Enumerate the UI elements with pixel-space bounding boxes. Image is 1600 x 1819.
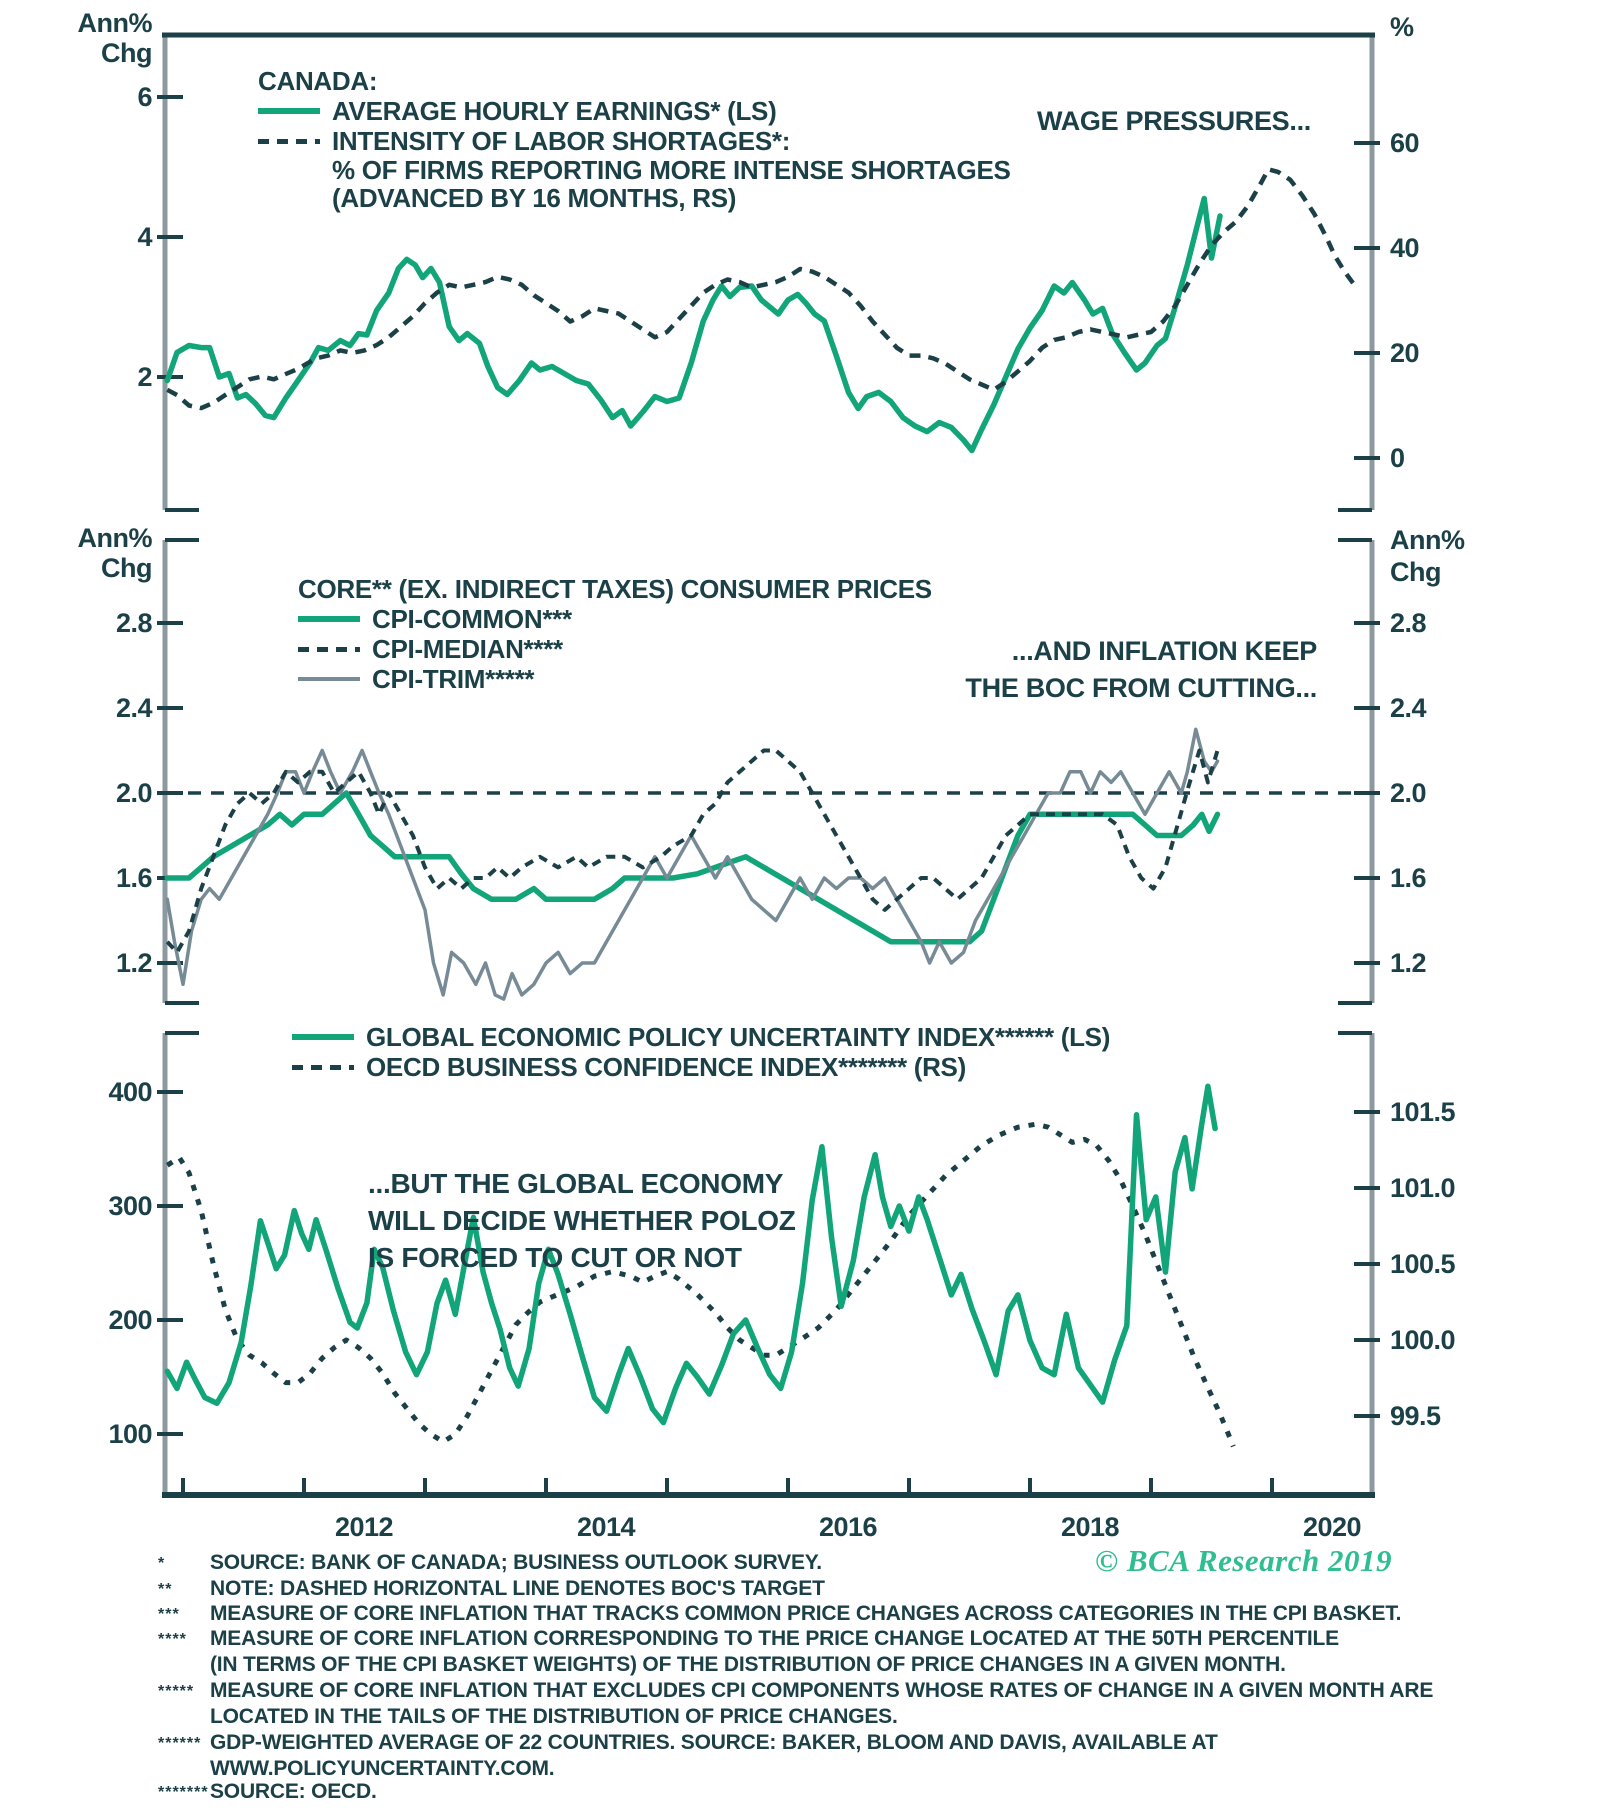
- teal-line-marker-icon: [292, 1034, 354, 1040]
- y-tick-label: 40: [1390, 233, 1420, 263]
- footnote-text: SOURCE: OECD.: [210, 1780, 377, 1803]
- footnote-text: GDP-WEIGHTED AVERAGE OF 22 COUNTRIES. SOURCE: BAKER, BLOOM AND DAVIS, AVAILABLE AT: [210, 1731, 1218, 1754]
- y-tick-label: 101.0: [1390, 1173, 1456, 1203]
- legend-item: [298, 604, 932, 634]
- annotation-line: WILL DECIDE WHETHER POLOZ: [368, 1205, 796, 1236]
- footnote: [158, 1731, 1448, 1756]
- series-cpi-trim: [167, 729, 1217, 999]
- x-tick-label: 2014: [576, 1512, 636, 1542]
- footnote-marker: [158, 1757, 210, 1781]
- legend-wages: [258, 66, 1011, 212]
- dashed-line-marker-icon: [298, 647, 360, 652]
- legend-item: [298, 634, 932, 664]
- left-axis-header: Ann%: [77, 523, 152, 553]
- footnote-text: WWW.POLICYUNCERTAINTY.COM.: [210, 1757, 555, 1780]
- legend-title: CANADA:: [258, 66, 378, 96]
- y-tick-label: 1.2: [115, 948, 152, 978]
- footnote: [158, 1757, 1448, 1781]
- footnote: [158, 1705, 1448, 1729]
- y-tick-label: 4: [137, 222, 152, 252]
- x-tick-label: 2018: [1060, 1512, 1120, 1542]
- footnote-marker: *****: [158, 1683, 195, 1700]
- annotation-line: IS FORCED TO CUT OR NOT: [368, 1242, 742, 1273]
- copyright: © BCA Research 2019: [1094, 1543, 1392, 1578]
- right-axis-header: %: [1390, 12, 1414, 42]
- footnote-text: MEASURE OF CORE INFLATION THAT TRACKS COMMON PRICE CHANGES ACROSS CATEGORIES IN THE CPI BASKET.: [210, 1602, 1402, 1625]
- right-axis-header: Ann%: [1390, 525, 1465, 555]
- legend-item-label: GLOBAL ECONOMIC POLICY UNCERTAINTY INDEX****** (LS): [366, 1022, 1111, 1052]
- y-tick-label: 2.8: [1390, 608, 1427, 638]
- legend-item-label: CPI-COMMON***: [372, 604, 572, 634]
- legend-item-label: AVERAGE HOURLY EARNINGS* (LS): [332, 96, 777, 126]
- y-tick-label: 101.5: [1390, 1097, 1456, 1127]
- y-tick-label: 6: [137, 82, 152, 112]
- legend-item-label: INTENSITY OF LABOR SHORTAGES*:: [332, 126, 791, 156]
- footnote-marker: *: [158, 1555, 166, 1572]
- legend-item: [298, 664, 932, 694]
- y-tick-label: 200: [108, 1305, 152, 1335]
- footnote-marker: ***: [158, 1606, 180, 1623]
- footnote-marker: ****: [158, 1631, 187, 1648]
- y-tick-label: 400: [108, 1077, 152, 1107]
- footnote: [158, 1780, 1448, 1805]
- y-tick-label: 2.0: [1390, 778, 1427, 808]
- footnote-text: NOTE: DASHED HORIZONTAL LINE DENOTES BOC'S TARGET: [210, 1577, 825, 1600]
- y-tick-label: 20: [1390, 338, 1420, 368]
- footnote: [158, 1679, 1448, 1704]
- y-tick-label: 1.2: [1390, 948, 1427, 978]
- footnote: [158, 1653, 1448, 1677]
- annotation-global-economy: [368, 1165, 796, 1276]
- y-tick-label: 1.6: [1390, 863, 1427, 893]
- legend-item: [292, 1052, 1110, 1082]
- footnote-text: MEASURE OF CORE INFLATION CORRESPONDING TO THE PRICE CHANGE LOCATED AT THE 50TH PERCENTILE: [210, 1627, 1339, 1650]
- footnote-marker: **: [158, 1581, 173, 1598]
- left-axis-header: Chg: [101, 553, 152, 583]
- legend-item-label: CPI-MEDIAN****: [372, 634, 563, 664]
- y-tick-label: 2.4: [115, 693, 152, 723]
- y-tick-label: 100: [108, 1419, 152, 1449]
- y-tick-label: 2.4: [1390, 693, 1427, 723]
- series-average-hourly-earnings-ls-: [167, 199, 1220, 451]
- y-tick-label: 2.0: [115, 778, 152, 808]
- annotation-line: THE BOC FROM CUTTING...: [965, 673, 1317, 703]
- annotation-wage-pressures: WAGE PRESSURES...: [1037, 106, 1311, 136]
- legend-item-label: CPI-TRIM*****: [372, 664, 535, 694]
- footnote-marker: [158, 1705, 210, 1729]
- gray-line-marker-icon: [298, 677, 360, 681]
- footnote-marker: [158, 1653, 210, 1677]
- x-tick-label: 2012: [334, 1512, 394, 1542]
- y-tick-label: 99.5: [1390, 1401, 1441, 1431]
- left-axis-header: Chg: [101, 38, 152, 68]
- y-tick-label: 2.8: [115, 608, 152, 638]
- footnote: [158, 1602, 1448, 1627]
- y-tick-label: 300: [108, 1191, 152, 1221]
- legend-title: CORE** (EX. INDIRECT TAXES) CONSUMER PRICES: [298, 574, 932, 604]
- footnote-text: SOURCE: BANK OF CANADA; BUSINESS OUTLOOK SURVEY.: [210, 1551, 822, 1574]
- footnote: [158, 1577, 1448, 1602]
- annotation-line: ...BUT THE GLOBAL ECONOMY: [368, 1168, 784, 1199]
- y-tick-label: 100.0: [1390, 1325, 1456, 1355]
- footnote-marker: ******: [158, 1735, 202, 1752]
- legend-item-subline: (ADVANCED BY 16 MONTHS, RS): [332, 183, 737, 213]
- x-tick-label: 2020: [1302, 1512, 1362, 1542]
- dashed-line-marker-icon: [258, 139, 320, 144]
- footnote-text: (IN TERMS OF THE CPI BASKET WEIGHTS) OF THE DISTRIBUTION OF PRICE CHANGES IN A GIVEN MONTH.: [210, 1653, 1286, 1676]
- y-tick-label: 2: [137, 362, 152, 392]
- y-tick-label: 1.6: [115, 863, 152, 893]
- teal-line-marker-icon: [298, 616, 360, 622]
- y-tick-label: 0: [1390, 443, 1405, 473]
- legend-item: [258, 126, 1011, 156]
- x-tick-label: 2016: [818, 1512, 878, 1542]
- series-cpi-common: [167, 793, 1217, 942]
- footnote-text: MEASURE OF CORE INFLATION THAT EXCLUDES CPI COMPONENTS WHOSE RATES OF CHANGE IN A GIVEN MONTH ARE: [210, 1679, 1434, 1702]
- right-axis-header: Chg: [1390, 557, 1441, 587]
- annotation-inflation: [965, 633, 1317, 707]
- footnote-marker: *******: [158, 1784, 209, 1801]
- footnote-text: LOCATED IN THE TAILS OF THE DISTRIBUTION OF PRICE CHANGES.: [210, 1705, 898, 1728]
- legend-item-subline: % OF FIRMS REPORTING MORE INTENSE SHORTAGES: [332, 155, 1011, 185]
- left-axis-header: Ann%: [77, 8, 152, 38]
- annotation-line: ...AND INFLATION KEEP: [1011, 636, 1317, 666]
- legend-item: [258, 96, 1011, 126]
- teal-line-marker-icon: [258, 108, 320, 114]
- legend-item: [292, 1022, 1110, 1052]
- y-tick-label: 100.5: [1390, 1249, 1456, 1279]
- series-cpi-median: [167, 751, 1217, 953]
- legend-inflation: [298, 574, 932, 694]
- legend-item-label: OECD BUSINESS CONFIDENCE INDEX******* (RS): [366, 1052, 966, 1082]
- legend-global: [292, 1022, 1110, 1082]
- footnote: [158, 1627, 1448, 1652]
- dashed-line-marker-icon: [292, 1065, 354, 1070]
- y-tick-label: 60: [1390, 128, 1420, 158]
